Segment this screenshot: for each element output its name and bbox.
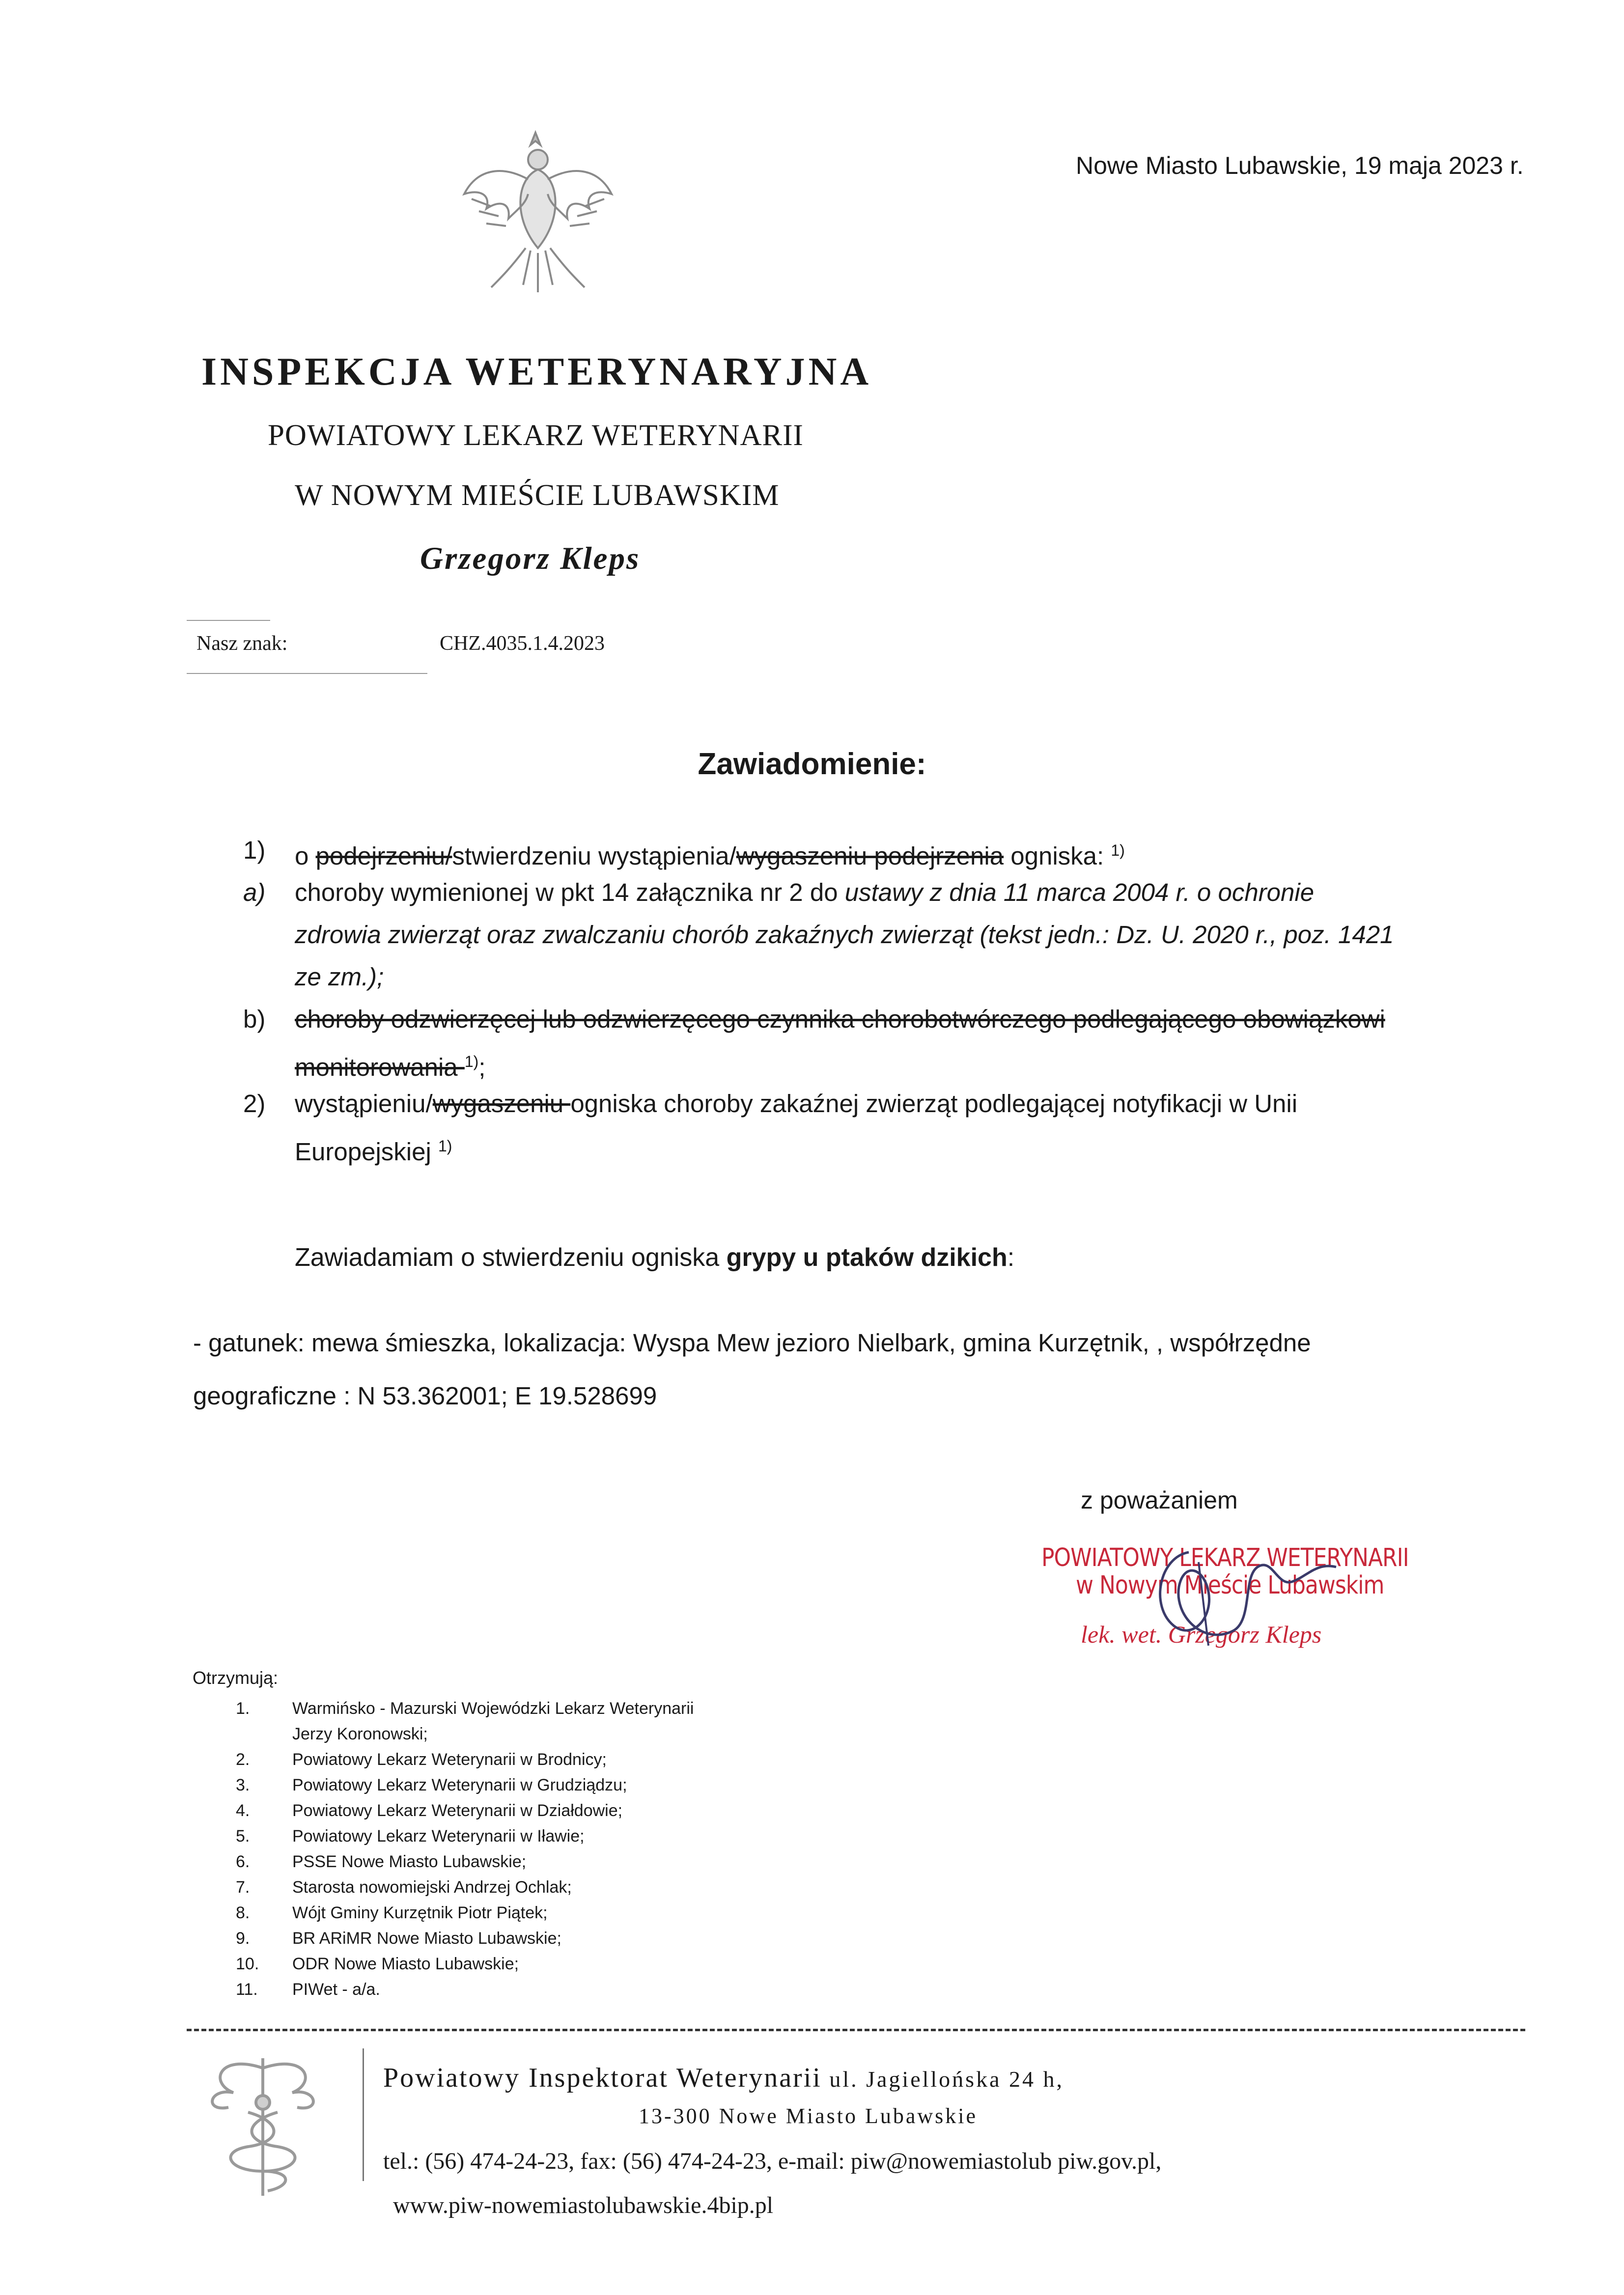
footer-postal: 13-300 Nowe Miasto Lubawskie bbox=[639, 2104, 978, 2128]
stamp-line-3: lek. wet. Grzegorz Kleps bbox=[1081, 1621, 1322, 1648]
item-1-prefix: o bbox=[295, 842, 316, 870]
list-item: 6. PSSE Nowe Miasto Lubawskie; bbox=[236, 1852, 527, 1871]
reference-label: Nasz znak: bbox=[196, 632, 288, 655]
stamp-line-2: w Nowym Mieście Lubawskim bbox=[1076, 1571, 1384, 1600]
item-b-struck-text-line2: monitorowania bbox=[295, 1053, 465, 1081]
item-2-text: ogniska choroby zakaźnej zwierząt podlegającej notyfikacji w Unii bbox=[570, 1090, 1298, 1118]
item-1-struck-option-2: wygaszeniu podejrzenia bbox=[736, 842, 1004, 870]
officer-name: Grzegorz Kleps bbox=[420, 541, 641, 576]
list-item: 11. PIWet - a/a. bbox=[236, 1980, 380, 1999]
footer-divider bbox=[187, 2029, 1525, 2031]
footer-office-name: Powiatowy Inspektorat Weterynarii bbox=[383, 2063, 822, 2093]
recipients-list bbox=[236, 1696, 694, 2002]
item-b-struck-text: choroby odzwierzęcej lub odzwierzęcego czynnika chorobotwórczego podlegającego obowiązkowi bbox=[295, 1005, 1385, 1033]
notice-statement bbox=[295, 1243, 1014, 1272]
notice-text: Zawiadamiam o stwierdzeniu ogniska bbox=[295, 1243, 727, 1272]
outbreak-species-location: - gatunek: mewa śmieszka, lokalizacja: Wyspa Mew jezioro Nielbark, gmina Kurzętnik, , współrzędne bbox=[193, 1329, 1311, 1357]
item-b bbox=[0, 998, 1624, 1089]
stamp-line-1: POWIATOWY LEKARZ WETERYNARII bbox=[1041, 1543, 1409, 1572]
item-1-struck-option: podejrzeniu/ bbox=[315, 842, 452, 870]
closing-greeting: z poważaniem bbox=[1081, 1486, 1238, 1514]
document-date: Nowe Miasto Lubawskie, 19 maja 2023 r. bbox=[1076, 152, 1524, 179]
item-b-footnote: 1) bbox=[464, 1053, 479, 1070]
item-2-struck-option: wygaszeniu bbox=[432, 1090, 571, 1118]
list-item: 1. Warmińsko - Mazurski Wojewódzki Lekarz Weterynarii bbox=[236, 1699, 694, 1718]
polish-eagle-emblem-icon bbox=[457, 125, 619, 302]
item-a-law-reference-line3: ze zm.); bbox=[295, 963, 384, 991]
ref-rule-top bbox=[187, 620, 270, 621]
recipients-title: Otrzymują: bbox=[193, 1668, 279, 1688]
office-line-2: W NOWYM MIEŚCIE LUBAWSKIM bbox=[295, 479, 780, 512]
item-2-text-line2: Europejskiej bbox=[295, 1138, 438, 1166]
handwritten-signature-icon bbox=[1130, 1533, 1356, 1655]
item-2-selected-option: wystąpieniu/ bbox=[295, 1090, 433, 1118]
item-1-footnote: 1) bbox=[1111, 841, 1125, 859]
footer-street: ul. Jagiellońska 24 h, bbox=[821, 2067, 1064, 2092]
ref-rule-bottom bbox=[187, 673, 427, 674]
institution-heading: INSPEKCJA WETERYNARYJNA bbox=[201, 350, 872, 393]
geo-coordinates: N 53.362001; E 19.528699 bbox=[357, 1382, 657, 1410]
item-a bbox=[0, 871, 1624, 998]
item-a-text: choroby wymienionej w pkt 14 załącznika nr 2 do bbox=[295, 878, 845, 906]
list-item: 8. Wójt Gminy Kurzętnik Piotr Piątek; bbox=[236, 1903, 548, 1922]
list-item: 4. Powiatowy Lekarz Weterynarii w Działdowie; bbox=[236, 1801, 623, 1820]
notice-disease: grypy u ptaków dzikich bbox=[726, 1243, 1008, 1272]
item-2-footnote: 1) bbox=[438, 1137, 452, 1155]
reference-number: CHZ.4035.1.4.2023 bbox=[440, 632, 605, 655]
item-2-number: 2) bbox=[243, 1090, 266, 1118]
item-a-letter: a) bbox=[243, 878, 266, 906]
document-title: Zawiadomienie: bbox=[698, 747, 926, 781]
item-1-suffix: ogniska: bbox=[1004, 842, 1111, 870]
item-b-letter: b) bbox=[243, 1005, 266, 1033]
footer-office-line bbox=[383, 2062, 1064, 2094]
list-item: Jerzy Koronowski; bbox=[292, 1725, 428, 1743]
item-1-number: 1) bbox=[243, 836, 266, 864]
footer-vertical-rule bbox=[363, 2048, 364, 2181]
list-item: 10. ODR Nowe Miasto Lubawskie; bbox=[236, 1955, 519, 1973]
outbreak-details bbox=[193, 1316, 1514, 1423]
list-item: 2. Powiatowy Lekarz Weterynarii w Brodnicy; bbox=[236, 1750, 607, 1769]
item-2 bbox=[0, 1083, 1624, 1173]
item-1-selected-option: stwierdzeniu wystąpienia/ bbox=[452, 842, 736, 870]
official-stamp bbox=[1032, 1533, 1425, 1675]
notice-colon: : bbox=[1007, 1243, 1015, 1272]
footer-website-link[interactable]: www.piw-nowemiastolubawskie.4bip.pl bbox=[393, 2192, 774, 2218]
footer-contact: tel.: (56) 474-24-23, fax: (56) 474-24-23, e-mail: piw@nowemiastolub piw.gov.pl, bbox=[383, 2148, 1162, 2174]
list-item: 9. BR ARiMR Nowe Miasto Lubawskie; bbox=[236, 1929, 561, 1948]
geo-label: geograficzne : bbox=[193, 1382, 358, 1410]
caduceus-emblem-icon bbox=[189, 2048, 336, 2201]
item-a-law-reference-line2: zdrowia zwierząt oraz zwalczaniu chorób zakaźnych zwierząt (tekst jedn.: Dz. U. 2020 r., poz. 1421 bbox=[295, 921, 1394, 949]
list-item: 5. Powiatowy Lekarz Weterynarii w Iławie; bbox=[236, 1827, 585, 1846]
list-item: 7. Starosta nowomiejski Andrzej Ochlak; bbox=[236, 1878, 572, 1897]
item-a-law-reference: ustawy z dnia 11 marca 2004 r. o ochronie bbox=[844, 878, 1315, 906]
item-b-tail: ; bbox=[478, 1053, 486, 1081]
list-item: 3. Powiatowy Lekarz Weterynarii w Grudziądzu; bbox=[236, 1776, 627, 1794]
item-1 bbox=[0, 829, 1624, 871]
office-line-1: POWIATOWY LEKARZ WETERYNARII bbox=[268, 419, 804, 452]
